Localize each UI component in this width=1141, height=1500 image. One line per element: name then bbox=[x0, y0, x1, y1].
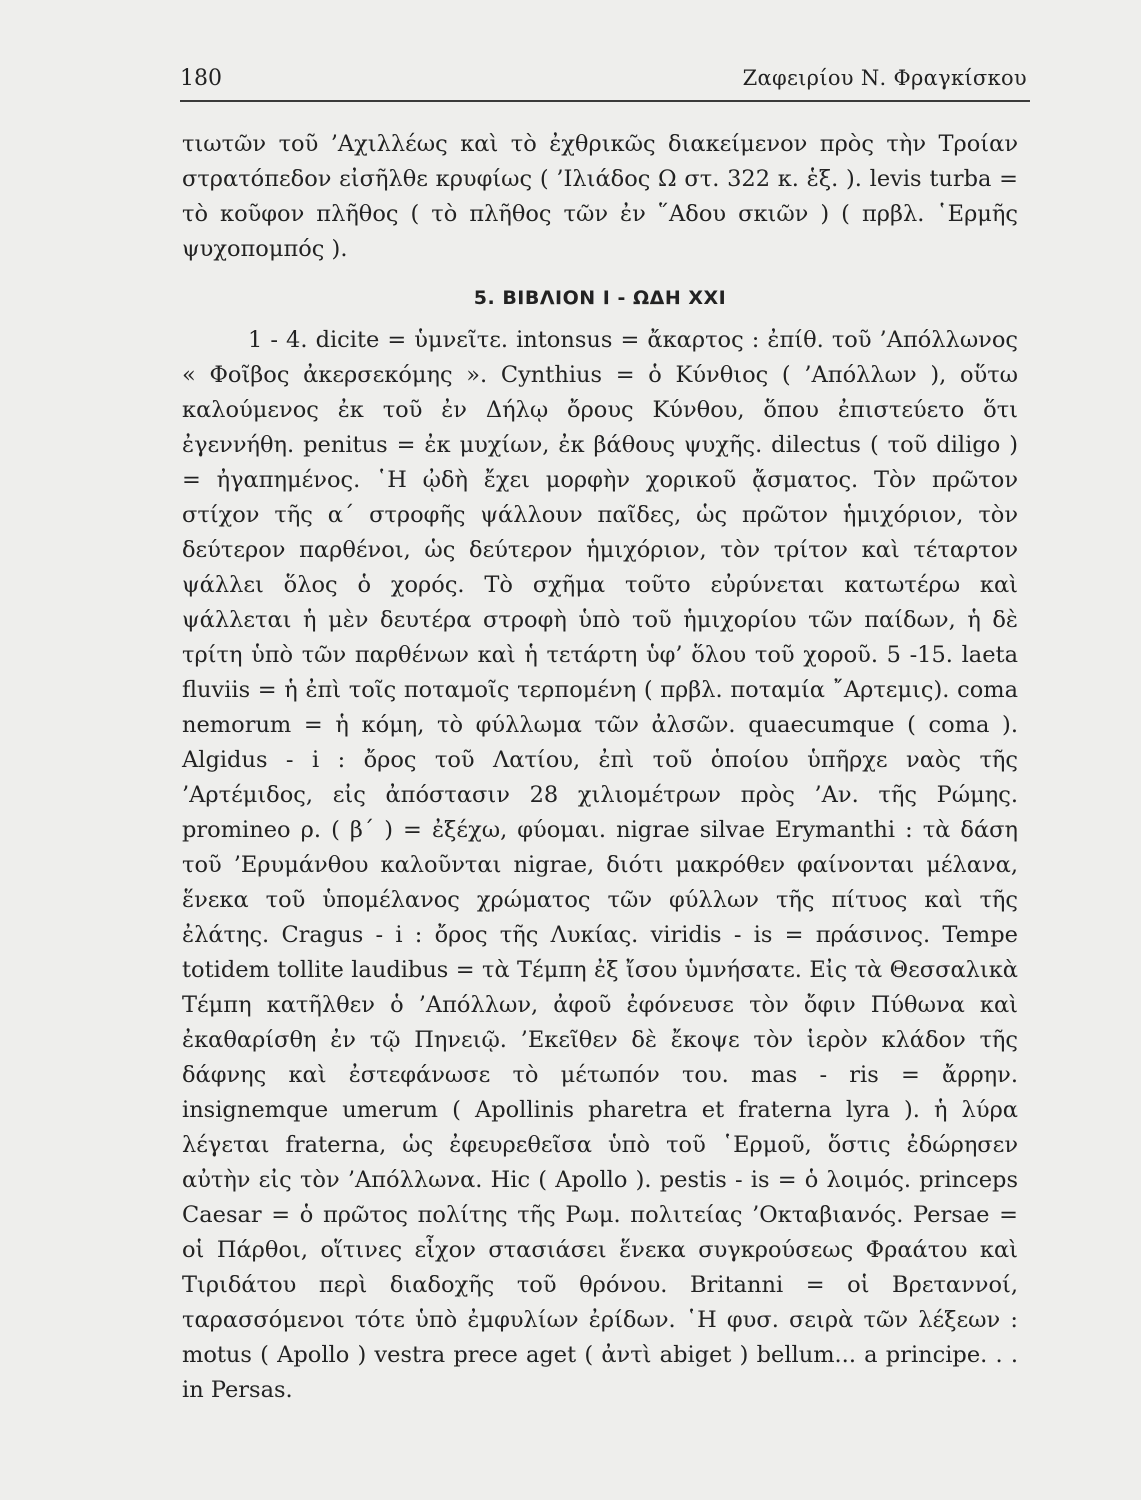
running-head: Ζαφειρίου Ν. Φραγκίσκου bbox=[742, 66, 1027, 90]
header-rule bbox=[180, 100, 1030, 102]
page-header bbox=[180, 66, 1027, 96]
commentary-paragraph: 1 - 4. dicite = ὑμνεῖτε. intonsus = ἄκαρτος : ἐπίθ. τοῦ ’Απόλλωνος « Φοῖβος ἀκερσεκόμης ». Cynthius = ὁ Κύνθιος ( ’Απόλλων ), οὕτω καλούμενος ἐκ τοῦ ἐν Δήλῳ ὄρους Κύνθου, ὅπου ἐπιστεύετο ὅτι ἐγεννήθη. penitus = ἐκ μυχίων, ἐκ βάθους ψυχῆς. dilectus ( τοῦ diligo ) = ἠγαπημένος. ῾Η ᾠδὴ ἔχει μορφὴν χορικοῦ ᾄσματος. Τὸν πρῶτον στίχον τῆς α΄ στροφῆς ψάλλουν παῖδες, ὡς πρῶτον ἡμιχόριον, τὸν δεύτερον παρθένοι, ὡς δεύτερον ἡμιχόριον, τὸν τρίτον καὶ τέταρτον ψάλλει ὅλος ὁ χορός. Τὸ σχῆμα τοῦτο εὐρύνεται κατωτέρω καὶ ψάλλεται ἡ μὲν δευτέρα στροφὴ ὑπὸ τοῦ ἡμιχορίου τῶν παίδων, ἡ δὲ τρίτη ὑπὸ τῶν παρθένων καὶ ἡ τετάρτη ὑφ’ ὅλου τοῦ χοροῦ. 5 -15. laeta fluviis = ἡ ἐπὶ τοῖς ποταμοῖς τερπομένη ( πρβλ. ποταμία ῎Αρτεμις). coma nemorum = ἡ κόμη, τὸ φύλλωμα τῶν ἀλσῶν. quaecumque ( coma ). Algidus - i : ὄρος τοῦ Λατίου, ἐπὶ τοῦ ὁποίου ὑπῆρχε ναὸς τῆς ’Αρτέμιδος, εἰς ἀπόστασιν 28 χιλιομέτρων πρὸς ’Αν. τῆς Ρώμης. promineo ρ. ( β΄ ) = ἐξέχω, φύομαι. nigrae silvae Erymanthi : τὰ δάση τοῦ ’Ερυμάνθου καλοῦνται nigrae, διότι μακρόθεν φαίνονται μέλανα, ἕνεκα τοῦ ὑπομέλανος χρώματος τῶν φύλλων τῆς πίτυος καὶ τῆς ἐλάτης. Cragus - i : ὄρος τῆς Λυκίας. viridis - is = πράσινος. Tempe totidem tollite laudibus = τὰ Τέμπη ἐξ ἴσου ὑμνήσατε. Εἰς τὰ Θεσσαλικὰ Τέμπη κατῆλθεν ὁ ’Απόλλων, ἀφοῦ ἐφόνευσε τὸν ὄφιν Πύθωνα καὶ ἐκαθαρίσθη ἐν τῷ Πηνειῷ. ’Εκεῖθεν δὲ ἔκοψε τὸν ἱερὸν κλάδον τῆς δάφνης καὶ ἐστεφάνωσε τὸ μέτωπόν του. mas - ris = ἄρρην. insignemque umerum ( Apollinis pharetra et fraterna lyra ). ἡ λύρα λέγεται fraterna, ὡς ἐφευρεθεῖσα ὑπὸ τοῦ ῾Ερμοῦ, ὅστις ἐδώρησεν αὐτὴν εἰς τὸν ’Απόλλωνα. Hic ( Apollo ). pestis - is = ὁ λοιμός. princeps Caesar = ὁ πρῶτος πολίτης τῆς Ρωμ. πολιτείας ’Οκταβιανός. Persae = οἱ Πάρθοι, οἵτινες εἶχον στασιάσει ἕνεκα συγκρούσεως Φραάτου καὶ Τιριδάτου περὶ διαδοχῆς τοῦ θρόνου. Britanni = οἱ Βρεταννοί, ταρασσόμενοι τότε ὑπὸ ἐμφυλίων ἐρίδων. ῾Η φυσ. σειρὰ τῶν λέξεων : motus ( Apollo ) vestra prece aget ( ἀντὶ abiget ) bellum... a principe. . . in Persas. bbox=[182, 327, 1018, 1403]
section-heading: 5. ΒΙΒΛΙΟΝ Ι - ΩΔΗ XXI bbox=[473, 287, 727, 309]
page-number: 180 bbox=[180, 66, 222, 91]
body-text bbox=[182, 127, 1018, 1408]
opening-paragraph: τιωτῶν τοῦ ’Αχιλλέως καὶ τὸ ἐχθρικῶς διακείμενον πρὸς τὴν Τροίαν στρατόπεδον εἰσῆλθε κρυφίως ( ’Ιλιάδος Ω στ. 322 κ. ἑξ. ). levis turba = τὸ κοῦφον πλῆθος ( τὸ πλῆθος τῶν ἐν ῞Αδου σκιῶν ) ( πρβλ. ῾Ερμῆς ψυχοπομπός ). bbox=[182, 131, 1018, 262]
